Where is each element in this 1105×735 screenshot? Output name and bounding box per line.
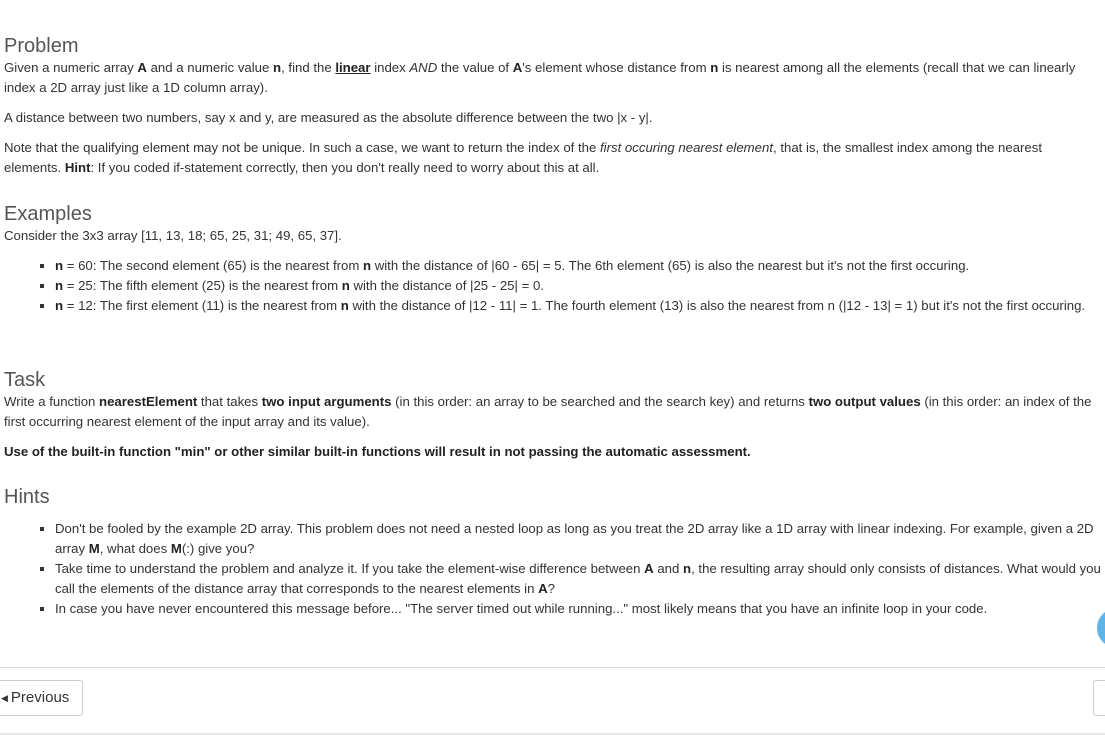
- text: = 25: The fifth element (25) is the nearest from: [63, 278, 342, 293]
- text: 's element whose distance from: [522, 60, 711, 75]
- text: and a numeric value: [146, 60, 274, 75]
- hints-heading: Hints: [4, 486, 50, 508]
- text: Given a numeric array: [4, 60, 138, 75]
- var-n: n: [55, 298, 64, 313]
- text: , that is, the smallest index among the nearest elements.: [4, 140, 1043, 175]
- list-item: [55, 519, 1102, 559]
- var-n: n: [55, 258, 64, 273]
- hints-section: [4, 485, 1102, 619]
- examples-section: [4, 202, 1085, 316]
- and-emphasis: AND: [409, 60, 438, 75]
- text: = 60: The second element (65) is the nearest from: [63, 258, 363, 273]
- var-n: n: [55, 278, 64, 293]
- text: (:) give you?: [181, 541, 255, 556]
- hints-list: [4, 519, 1102, 619]
- input-args-emphasis: two input arguments: [261, 394, 392, 409]
- list-item: [55, 256, 1085, 276]
- text: with the distance of |12 - 11| = 1. The fourth element (13) is also the nearest from n (|12 - 13| = 1) but it's not the first occuring.: [348, 298, 1086, 313]
- text: , what does: [99, 541, 171, 556]
- text: Note that the qualifying element may not be unique. In such a case, we want to return the index of the: [4, 140, 601, 155]
- var-A: A: [644, 561, 654, 576]
- task-section: [4, 368, 1102, 462]
- text: Don't be fooled by the example 2D array. This problem does not need a nested loop as long as you treat the 2D array like a 1D array with linear indexing. For example, given a 2D array: [55, 521, 1094, 556]
- output-values-emphasis: two output values: [808, 394, 921, 409]
- text: Write a function: [4, 394, 100, 409]
- examples-intro: Consider the 3x3 array [11, 13, 18; 65, 25, 31; 49, 65, 37].: [4, 228, 342, 243]
- function-name: nearestElement: [99, 394, 198, 409]
- task-paragraph: [4, 392, 1102, 432]
- warning-text: Use of the built-in function "min" or other similar built-in functions will result in not passing the automatic assessment.: [4, 444, 751, 459]
- var-M: M: [88, 541, 100, 556]
- text: (in this order: an index of the first occurring nearest element of the input array and its value).: [4, 394, 1092, 429]
- list-item: [55, 599, 1102, 619]
- previous-label: Previous: [10, 689, 70, 706]
- examples-list: [4, 256, 1085, 316]
- var-n: n: [340, 298, 349, 313]
- var-M: M: [170, 541, 182, 556]
- problem-paragraph-2: A distance between two numbers, say x and y, are measured as the absolute difference between the two |x - y|.: [4, 110, 653, 125]
- text: (in this order: an array to be searched and the search key) and returns: [391, 394, 809, 409]
- next-button[interactable]: [1093, 680, 1105, 716]
- text: , find the: [281, 60, 336, 75]
- var-n: n: [363, 258, 372, 273]
- text: Take time to understand the problem and analyze it. If you take the element-wise difference between: [55, 561, 645, 576]
- text: and: [653, 561, 684, 576]
- var-n: n: [273, 60, 282, 75]
- var-A: A: [538, 581, 548, 596]
- text: ?: [547, 581, 555, 596]
- examples-heading: Examples: [4, 203, 92, 225]
- list-item: [55, 296, 1085, 316]
- text: with the distance of |25 - 25| = 0.: [349, 278, 544, 293]
- var-n: n: [683, 561, 692, 576]
- problem-section: [4, 34, 1102, 178]
- text: that takes: [197, 394, 262, 409]
- var-n: n: [341, 278, 350, 293]
- text: is nearest among all the elements (recall that we can linearly index a 2D array just like a 1D column array).: [4, 60, 1076, 95]
- var-n: n: [710, 60, 719, 75]
- problem-heading: Problem: [4, 35, 79, 57]
- list-item: [55, 559, 1102, 599]
- var-A: A: [512, 60, 523, 75]
- text: the value of: [437, 60, 513, 75]
- linear-emphasis: linear: [335, 60, 371, 75]
- chevron-left-icon: ◀: [1, 693, 8, 703]
- text: : If you coded if-statement correctly, then you don't really need to worry about this at all.: [90, 160, 600, 175]
- task-heading: Task: [4, 369, 46, 391]
- first-occuring-emphasis: first occuring nearest element: [600, 140, 773, 155]
- text: In case you have never encountered this message before... "The server timed out while running..." most likely means that you have an infinite loop in your code.: [55, 601, 988, 616]
- footer-divider: [0, 667, 1105, 668]
- text: , the resulting array should only consists of distances. What would you call the elements of the distance array that corresponds to the nearest elements in: [55, 561, 1101, 596]
- previous-button[interactable]: [0, 680, 83, 716]
- problem-paragraph-3: [4, 138, 1102, 178]
- text: = 12: The first element (11) is the nearest from: [63, 298, 341, 313]
- text: index: [370, 60, 410, 75]
- hint-label: Hint: [64, 160, 91, 175]
- task-warning: [4, 442, 1102, 462]
- var-A: A: [137, 60, 147, 75]
- problem-paragraph-1: [4, 58, 1102, 98]
- list-item: [55, 276, 1085, 296]
- text: with the distance of |60 - 65| = 5. The 6th element (65) is also the nearest but it's not the first occuring.: [371, 258, 970, 273]
